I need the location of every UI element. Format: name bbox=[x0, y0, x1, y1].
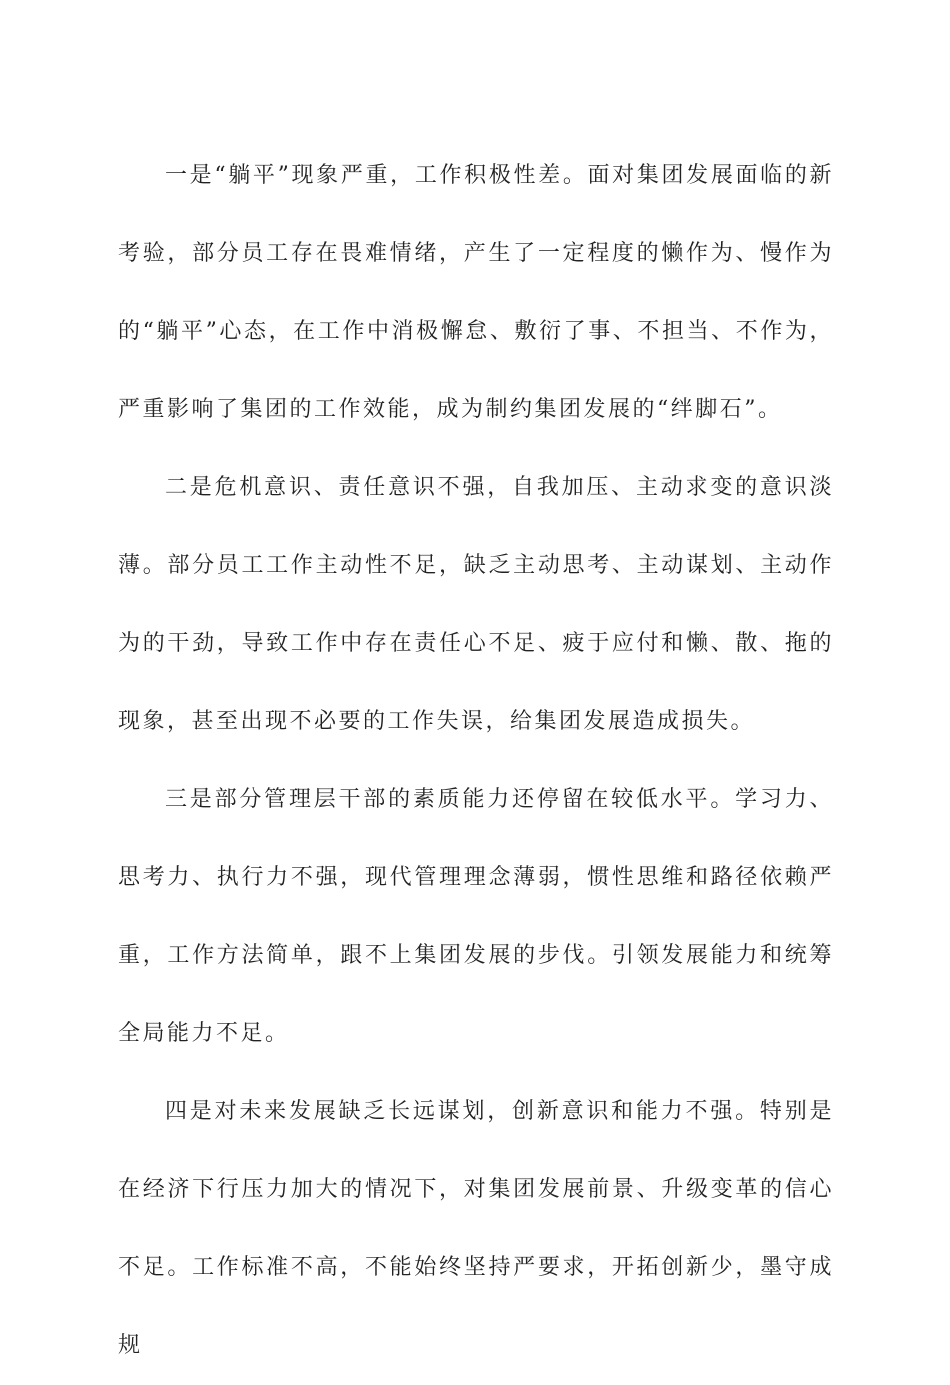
paragraph-lying-flat: 一是“躺平”现象严重，工作积极性差。面对集团发展面临的新考验，部分员工存在畏难情绪，产生了一定程度的懒作为、慢作为的“躺平”心态，在工作中消极懈怠、敷衍了事、不担当、不作为，严重影响了集团的工作效能，成为制约集团发展的“绊脚石”。 bbox=[118, 163, 834, 422]
document-body bbox=[118, 137, 834, 1385]
paragraph-future-planning: 四是对未来发展缺乏长远谋划，创新意识和能力不强。特别是在经济下行压力加大的情况下，对集团发展前景、升级变革的信心不足。工作标准不高，不能始终坚持严要求，开拓创新少，墨守成规 bbox=[118, 1099, 834, 1358]
paragraph-management-capability: 三是部分管理层干部的素质能力还停留在较低水平。学习力、思考力、执行力不强，现代管理理念薄弱，惯性思维和路径依赖严重，工作方法简单，跟不上集团发展的步伐。引领发展能力和统筹全局能力不足。 bbox=[118, 787, 834, 1046]
paragraph-crisis-awareness: 二是危机意识、责任意识不强，自我加压、主动求变的意识淡薄。部分员工工作主动性不足，缺乏主动思考、主动谋划、主动作为的干劲，导致工作中存在责任心不足、疲于应付和懒、散、拖的现象，甚至出现不必要的工作失误，给集团发展造成损失。 bbox=[118, 475, 834, 734]
